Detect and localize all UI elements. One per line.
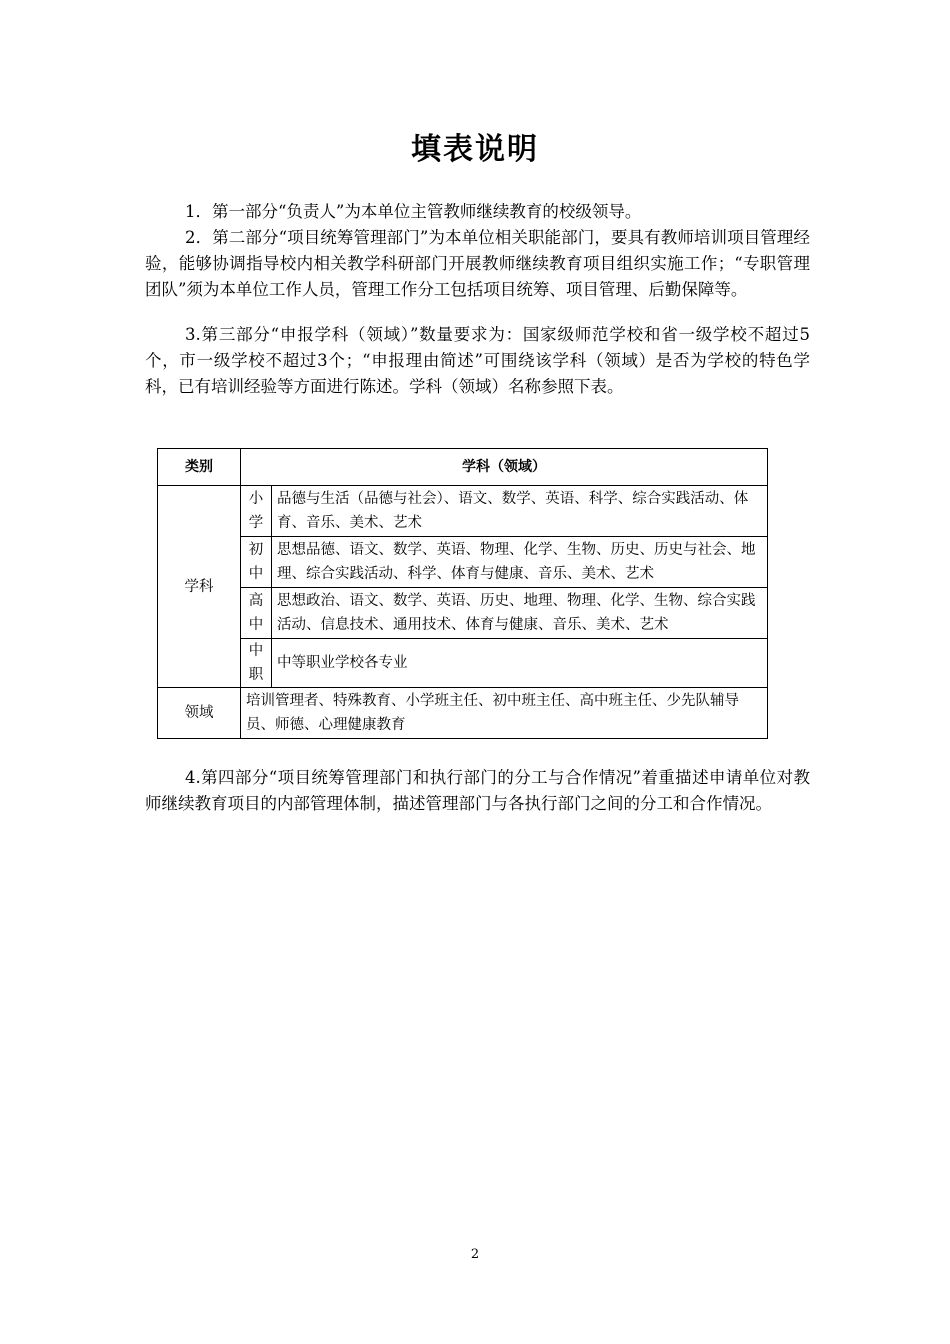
page-number: 2: [470, 1247, 480, 1262]
instruction-paragraph-1: 1．第一部分“负责人”为本单位主管教师继续教育的校级领导。: [185, 202, 642, 221]
level-cell: [241, 639, 272, 688]
domain-list-cell: 培训管理者、特殊教育、小学班主任、初中班主任、高中班主任、少先队辅导员、师德、心理健康教育: [241, 688, 768, 739]
subject-list-cell: 中等职业学校各专业: [272, 639, 768, 688]
table-row: [158, 639, 768, 688]
level-cell: [241, 588, 272, 639]
level-label: 学: [248, 515, 264, 531]
header-category: 类别: [158, 449, 241, 486]
header-subject: 学科（领域）: [241, 449, 768, 486]
subject-list-cell: 品德与生活（品德与社会）、语文、数学、英语、科学、综合实践活动、体育、音乐、美术、艺术: [272, 486, 768, 537]
level-cell: [241, 486, 272, 537]
subject-category-cell: 学科: [158, 486, 241, 688]
domain-category-cell: 领域: [158, 688, 241, 739]
table-row: [158, 588, 768, 639]
instruction-paragraph-4: 4.第四部分“项目统筹管理部门和执行部门的分工与合作情况”着重描述申请单位对教师继续教育项目的内部管理体制，描述管理部门与各执行部门之间的分工和合作情况。: [145, 768, 810, 813]
level-label: 小: [248, 491, 264, 507]
subject-table: [157, 448, 768, 739]
instruction-paragraph-2: 2．第二部分“项目统筹管理部门”为本单位相关职能部门，要具有教师培训项目管理经验，能够协调指导校内相关教学科研部门开展教师继续教育项目组织实施工作；“专职管理团队”须为本单位工作人员，管理工作分工包括项目统筹、项目管理、后勤保障等。: [145, 228, 810, 299]
level-label: 初: [248, 542, 264, 558]
instruction-paragraph-3: 3.第三部分“申报学科（领域）”数量要求为：国家级师范学校和省一级学校不超过5个，市一级学校不超过3个；“申报理由简述”可围绕该学科（领域）是否为学校的特色学科，已有培训经验等方面进行陈述。学科（领域）名称参照下表。: [145, 325, 810, 396]
page-title: 填表说明: [411, 132, 539, 167]
level-label: 高: [248, 593, 264, 609]
subject-list-cell: 思想政治、语文、数学、英语、历史、地理、物理、化学、生物、综合实践活动、信息技术、通用技术、体育与健康、音乐、美术、艺术: [272, 588, 768, 639]
level-label: 职: [248, 667, 264, 683]
table-row: [158, 537, 768, 588]
level-label: 中: [248, 617, 264, 633]
table-row: [158, 486, 768, 537]
level-label: 中: [248, 566, 264, 582]
level-cell: [241, 537, 272, 588]
level-label: 中: [248, 643, 264, 659]
table-row: [158, 688, 768, 739]
table-header-row: [158, 449, 768, 486]
subject-list-cell: 思想品德、语文、数学、英语、物理、化学、生物、历史、历史与社会、地理、综合实践活动、科学、体育与健康、音乐、美术、艺术: [272, 537, 768, 588]
